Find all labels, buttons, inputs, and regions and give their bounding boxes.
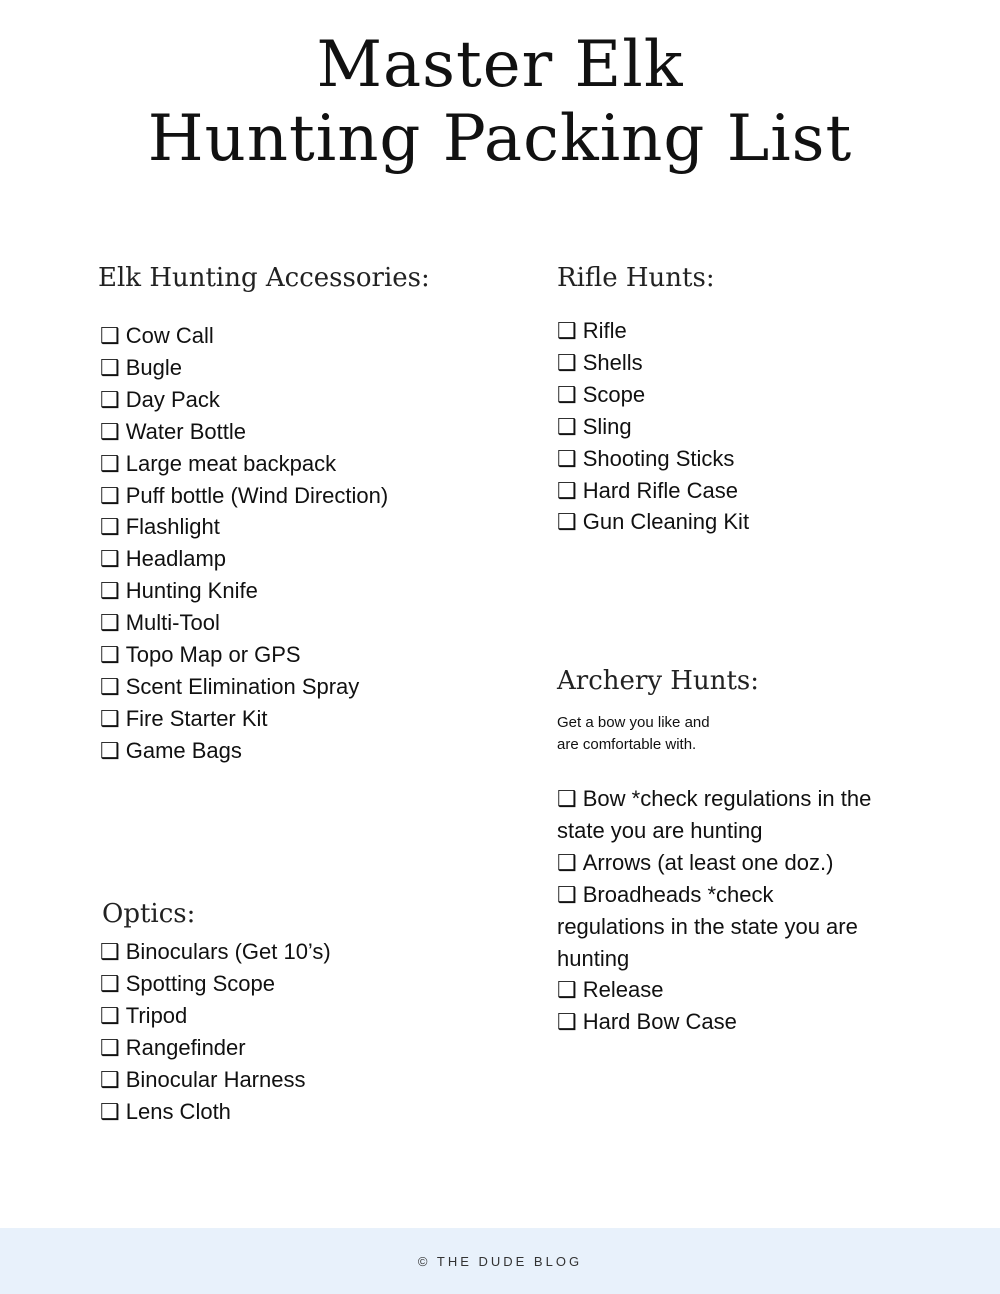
checklist-item-label: Game Bags bbox=[125, 737, 242, 763]
checklist-item-label: Hard Bow Case bbox=[582, 1009, 737, 1035]
checkbox-icon[interactable]: ❑ bbox=[100, 323, 120, 348]
checkbox-icon[interactable]: ❑ bbox=[557, 381, 577, 407]
optics-heading: Optics: bbox=[102, 899, 196, 929]
checklist-item-label: Topo Map or GPS bbox=[125, 642, 301, 668]
checklist-item-label: Cow Call bbox=[125, 323, 214, 348]
checklist-item-label: Hunting Knife bbox=[125, 578, 258, 604]
checklist-item-label: Binoculars (Get 10’s) bbox=[125, 939, 331, 964]
checkbox-icon[interactable]: ❑ bbox=[557, 413, 577, 439]
checkbox-icon[interactable]: ❑ bbox=[100, 970, 120, 996]
checklist-item bbox=[100, 511, 400, 543]
checklist-item bbox=[557, 1006, 887, 1038]
checklist-item-label: Gun Cleaning Kit bbox=[582, 509, 750, 535]
checklist-item bbox=[557, 475, 887, 507]
checklist-item-label: Puff bottle (Wind Direction) bbox=[125, 482, 389, 508]
checklist-item-label: Rifle bbox=[582, 318, 627, 343]
checkbox-icon[interactable]: ❑ bbox=[100, 450, 120, 476]
checklist-item bbox=[100, 384, 400, 416]
footer-bar bbox=[0, 1228, 1000, 1294]
checklist-item bbox=[100, 575, 400, 607]
archery-list bbox=[557, 783, 887, 1038]
checklist-item bbox=[557, 783, 887, 847]
checklist-item-label: Broadheads *check regulations in the state you are hunting bbox=[557, 881, 858, 971]
checklist-item-label: Shooting Sticks bbox=[582, 445, 735, 471]
checklist-item bbox=[100, 1064, 440, 1096]
checklist-item-label: Scope bbox=[582, 381, 646, 407]
checkbox-icon[interactable]: ❑ bbox=[100, 386, 120, 412]
checklist-item-label: Sling bbox=[582, 413, 632, 439]
checkbox-icon[interactable]: ❑ bbox=[100, 705, 120, 731]
checklist-item bbox=[100, 1096, 440, 1128]
checklist-item bbox=[557, 879, 887, 975]
archery-note-line-1: Get a bow you like and bbox=[557, 714, 710, 731]
checkbox-icon[interactable]: ❑ bbox=[100, 1098, 120, 1124]
checkbox-icon[interactable]: ❑ bbox=[557, 318, 577, 343]
checklist-item bbox=[100, 671, 400, 703]
checkbox-icon[interactable]: ❑ bbox=[100, 354, 120, 380]
checkbox-icon[interactable]: ❑ bbox=[100, 1066, 120, 1092]
checklist-item bbox=[100, 448, 400, 480]
checklist-item bbox=[100, 968, 440, 1000]
archery-heading: Archery Hunts: bbox=[557, 666, 759, 696]
checklist-item bbox=[100, 1000, 440, 1032]
archery-note-line-2: are comfortable with. bbox=[557, 736, 697, 753]
checklist-item bbox=[100, 936, 440, 968]
checklist-item bbox=[100, 480, 400, 512]
checklist-item-label: Binocular Harness bbox=[125, 1066, 306, 1092]
checklist-item-label: Multi-Tool bbox=[125, 610, 220, 636]
checklist-item-label: Release bbox=[582, 977, 664, 1003]
checkbox-icon[interactable]: ❑ bbox=[557, 1009, 577, 1035]
checklist-item-label: Arrows (at least one doz.) bbox=[582, 849, 834, 875]
checklist-item-label: Bow *check regulations in the state you are hunting bbox=[557, 786, 872, 843]
title-line-2: Hunting Packing List bbox=[147, 102, 853, 176]
accessories-heading: Elk Hunting Accessories: bbox=[98, 263, 430, 293]
checklist-item bbox=[557, 443, 887, 475]
checklist-item bbox=[100, 416, 400, 448]
checkbox-icon[interactable]: ❑ bbox=[100, 610, 120, 636]
checklist-item bbox=[557, 347, 887, 379]
checkbox-icon[interactable]: ❑ bbox=[100, 418, 120, 444]
checkbox-icon[interactable]: ❑ bbox=[557, 977, 577, 1003]
checklist-item-label: Fire Starter Kit bbox=[125, 705, 268, 731]
checklist-item bbox=[557, 847, 887, 879]
checklist-item-label: Water Bottle bbox=[125, 418, 246, 444]
checkbox-icon[interactable]: ❑ bbox=[557, 509, 577, 535]
checklist-item-label: Rangefinder bbox=[125, 1034, 246, 1060]
checkbox-icon[interactable]: ❑ bbox=[100, 642, 120, 668]
checklist-item-label: Spotting Scope bbox=[125, 970, 275, 996]
checkbox-icon[interactable]: ❑ bbox=[557, 786, 577, 811]
checkbox-icon[interactable]: ❑ bbox=[557, 349, 577, 375]
checklist-item bbox=[100, 543, 400, 575]
checkbox-icon[interactable]: ❑ bbox=[557, 445, 577, 471]
checklist-item bbox=[100, 703, 400, 735]
checklist-item-label: Bugle bbox=[125, 354, 183, 380]
checklist-item-label: Shells bbox=[582, 349, 643, 375]
checkbox-icon[interactable]: ❑ bbox=[100, 546, 120, 572]
page-title bbox=[0, 28, 1000, 176]
checklist-item bbox=[557, 315, 887, 347]
checkbox-icon[interactable]: ❑ bbox=[100, 673, 120, 699]
checklist-item bbox=[557, 379, 887, 411]
checklist-item bbox=[557, 411, 887, 443]
checklist-item-label: Hard Rifle Case bbox=[582, 477, 739, 503]
checkbox-icon[interactable]: ❑ bbox=[100, 939, 120, 964]
rifle-heading: Rifle Hunts: bbox=[557, 263, 715, 293]
checklist-item-label: Tripod bbox=[125, 1002, 188, 1028]
accessories-list bbox=[100, 320, 400, 767]
checklist-item bbox=[100, 735, 400, 767]
checkbox-icon[interactable]: ❑ bbox=[100, 1034, 120, 1060]
checklist-item-label: Day Pack bbox=[125, 386, 220, 412]
optics-list bbox=[100, 936, 440, 1127]
checklist-item-label: Lens Cloth bbox=[125, 1098, 231, 1124]
checklist-item bbox=[100, 352, 400, 384]
checkbox-icon[interactable]: ❑ bbox=[100, 1002, 120, 1028]
checklist-item bbox=[557, 506, 887, 538]
checklist-item bbox=[100, 607, 400, 639]
checklist-item-label: Large meat backpack bbox=[125, 450, 337, 476]
checkbox-icon[interactable]: ❑ bbox=[100, 737, 120, 763]
checklist-item-label: Headlamp bbox=[125, 546, 227, 572]
checklist-item bbox=[100, 1032, 440, 1064]
checkbox-icon[interactable]: ❑ bbox=[100, 578, 120, 604]
rifle-list bbox=[557, 315, 887, 538]
footer-copyright: © THE DUDE BLOG bbox=[417, 1253, 583, 1269]
checklist-item bbox=[100, 320, 400, 352]
checkbox-icon[interactable]: ❑ bbox=[100, 482, 120, 508]
checklist-item-label: Scent Elimination Spray bbox=[125, 673, 360, 699]
checklist-item bbox=[557, 974, 887, 1006]
checkbox-icon[interactable]: ❑ bbox=[557, 477, 577, 503]
title-line-1: Master Elk bbox=[316, 28, 684, 102]
checkbox-icon[interactable]: ❑ bbox=[557, 849, 577, 875]
checklist-item bbox=[100, 639, 400, 671]
archery-note bbox=[557, 712, 710, 756]
checklist-item-label: Flashlight bbox=[125, 514, 220, 540]
checkbox-icon[interactable]: ❑ bbox=[557, 881, 577, 907]
checkbox-icon[interactable]: ❑ bbox=[100, 514, 120, 540]
